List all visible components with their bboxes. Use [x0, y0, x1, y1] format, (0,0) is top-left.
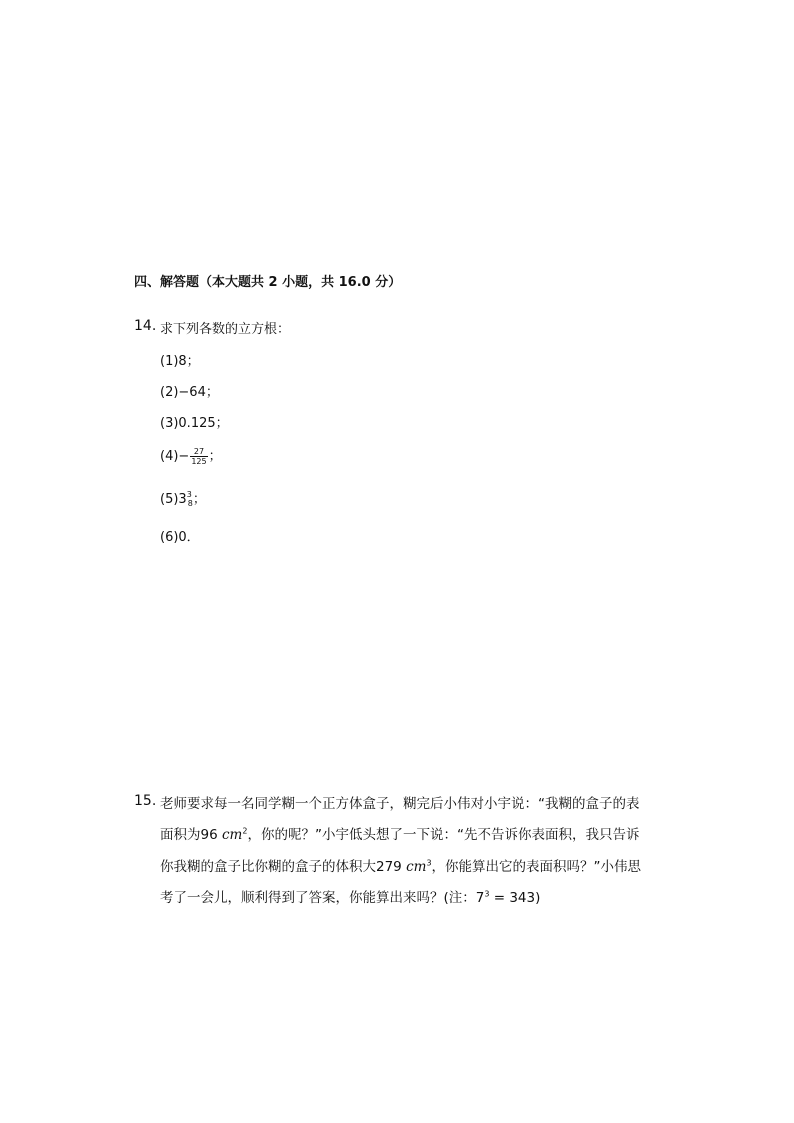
line-3-end: ，你能算出它的表面积吗？”小伟思 [431, 859, 642, 875]
question-number: 14. [134, 318, 157, 334]
item-2: (2)−64； [160, 385, 219, 400]
mixed-denominator: 8 [187, 499, 193, 508]
question-line-2 [160, 823, 639, 843]
line-4-end: = 343) [489, 890, 541, 906]
question-number: 15. [134, 793, 157, 809]
line-3-start: 你我糊的盒子比你糊的盒子的体积大279 [160, 859, 407, 875]
item-1: (1)8； [160, 354, 200, 369]
question-line-1: 老师要求每一名同学糊一个正方体盒子，糊完后小伟对小宇说：“我糊的盒子的表 [160, 796, 640, 812]
item-5-label: (5)3 [160, 492, 187, 507]
line-4-start: 考了一会儿，顺利得到了答案，你能算出来吗？(注：7 [160, 890, 485, 906]
item-4-tail: ； [208, 449, 222, 464]
question-line-4 [160, 886, 540, 906]
fraction-denominator: 125 [191, 457, 207, 466]
unit-cm: cm [221, 827, 243, 843]
item-5 [160, 488, 206, 508]
item-3: (3)0.125； [160, 416, 229, 431]
line-2-start: 面积为96 [160, 827, 222, 843]
unit-exponent: 2 [242, 826, 248, 836]
item-5-tail: ； [192, 492, 206, 507]
section-heading: 四、解答题（本大题共 2 小题，共 16.0 分） [134, 275, 402, 290]
fraction-numerator: 27 [190, 447, 207, 457]
unit-cm: cm [406, 859, 427, 875]
fraction [190, 447, 207, 466]
item-4 [160, 445, 222, 466]
question-line-3 [160, 855, 641, 875]
item-4-label: (4)− [160, 449, 190, 464]
unit-exponent: 3 [426, 858, 432, 868]
power-exponent: 3 [484, 889, 490, 899]
item-6: (6)0． [160, 530, 200, 545]
question-stem: 求下列各数的立方根： [160, 322, 291, 337]
line-2-end: ，你的呢？”小宇低头想了一下说：“先不告诉你表面积，我只告诉 [247, 827, 640, 843]
mixed-numerator: 3 [186, 490, 192, 499]
